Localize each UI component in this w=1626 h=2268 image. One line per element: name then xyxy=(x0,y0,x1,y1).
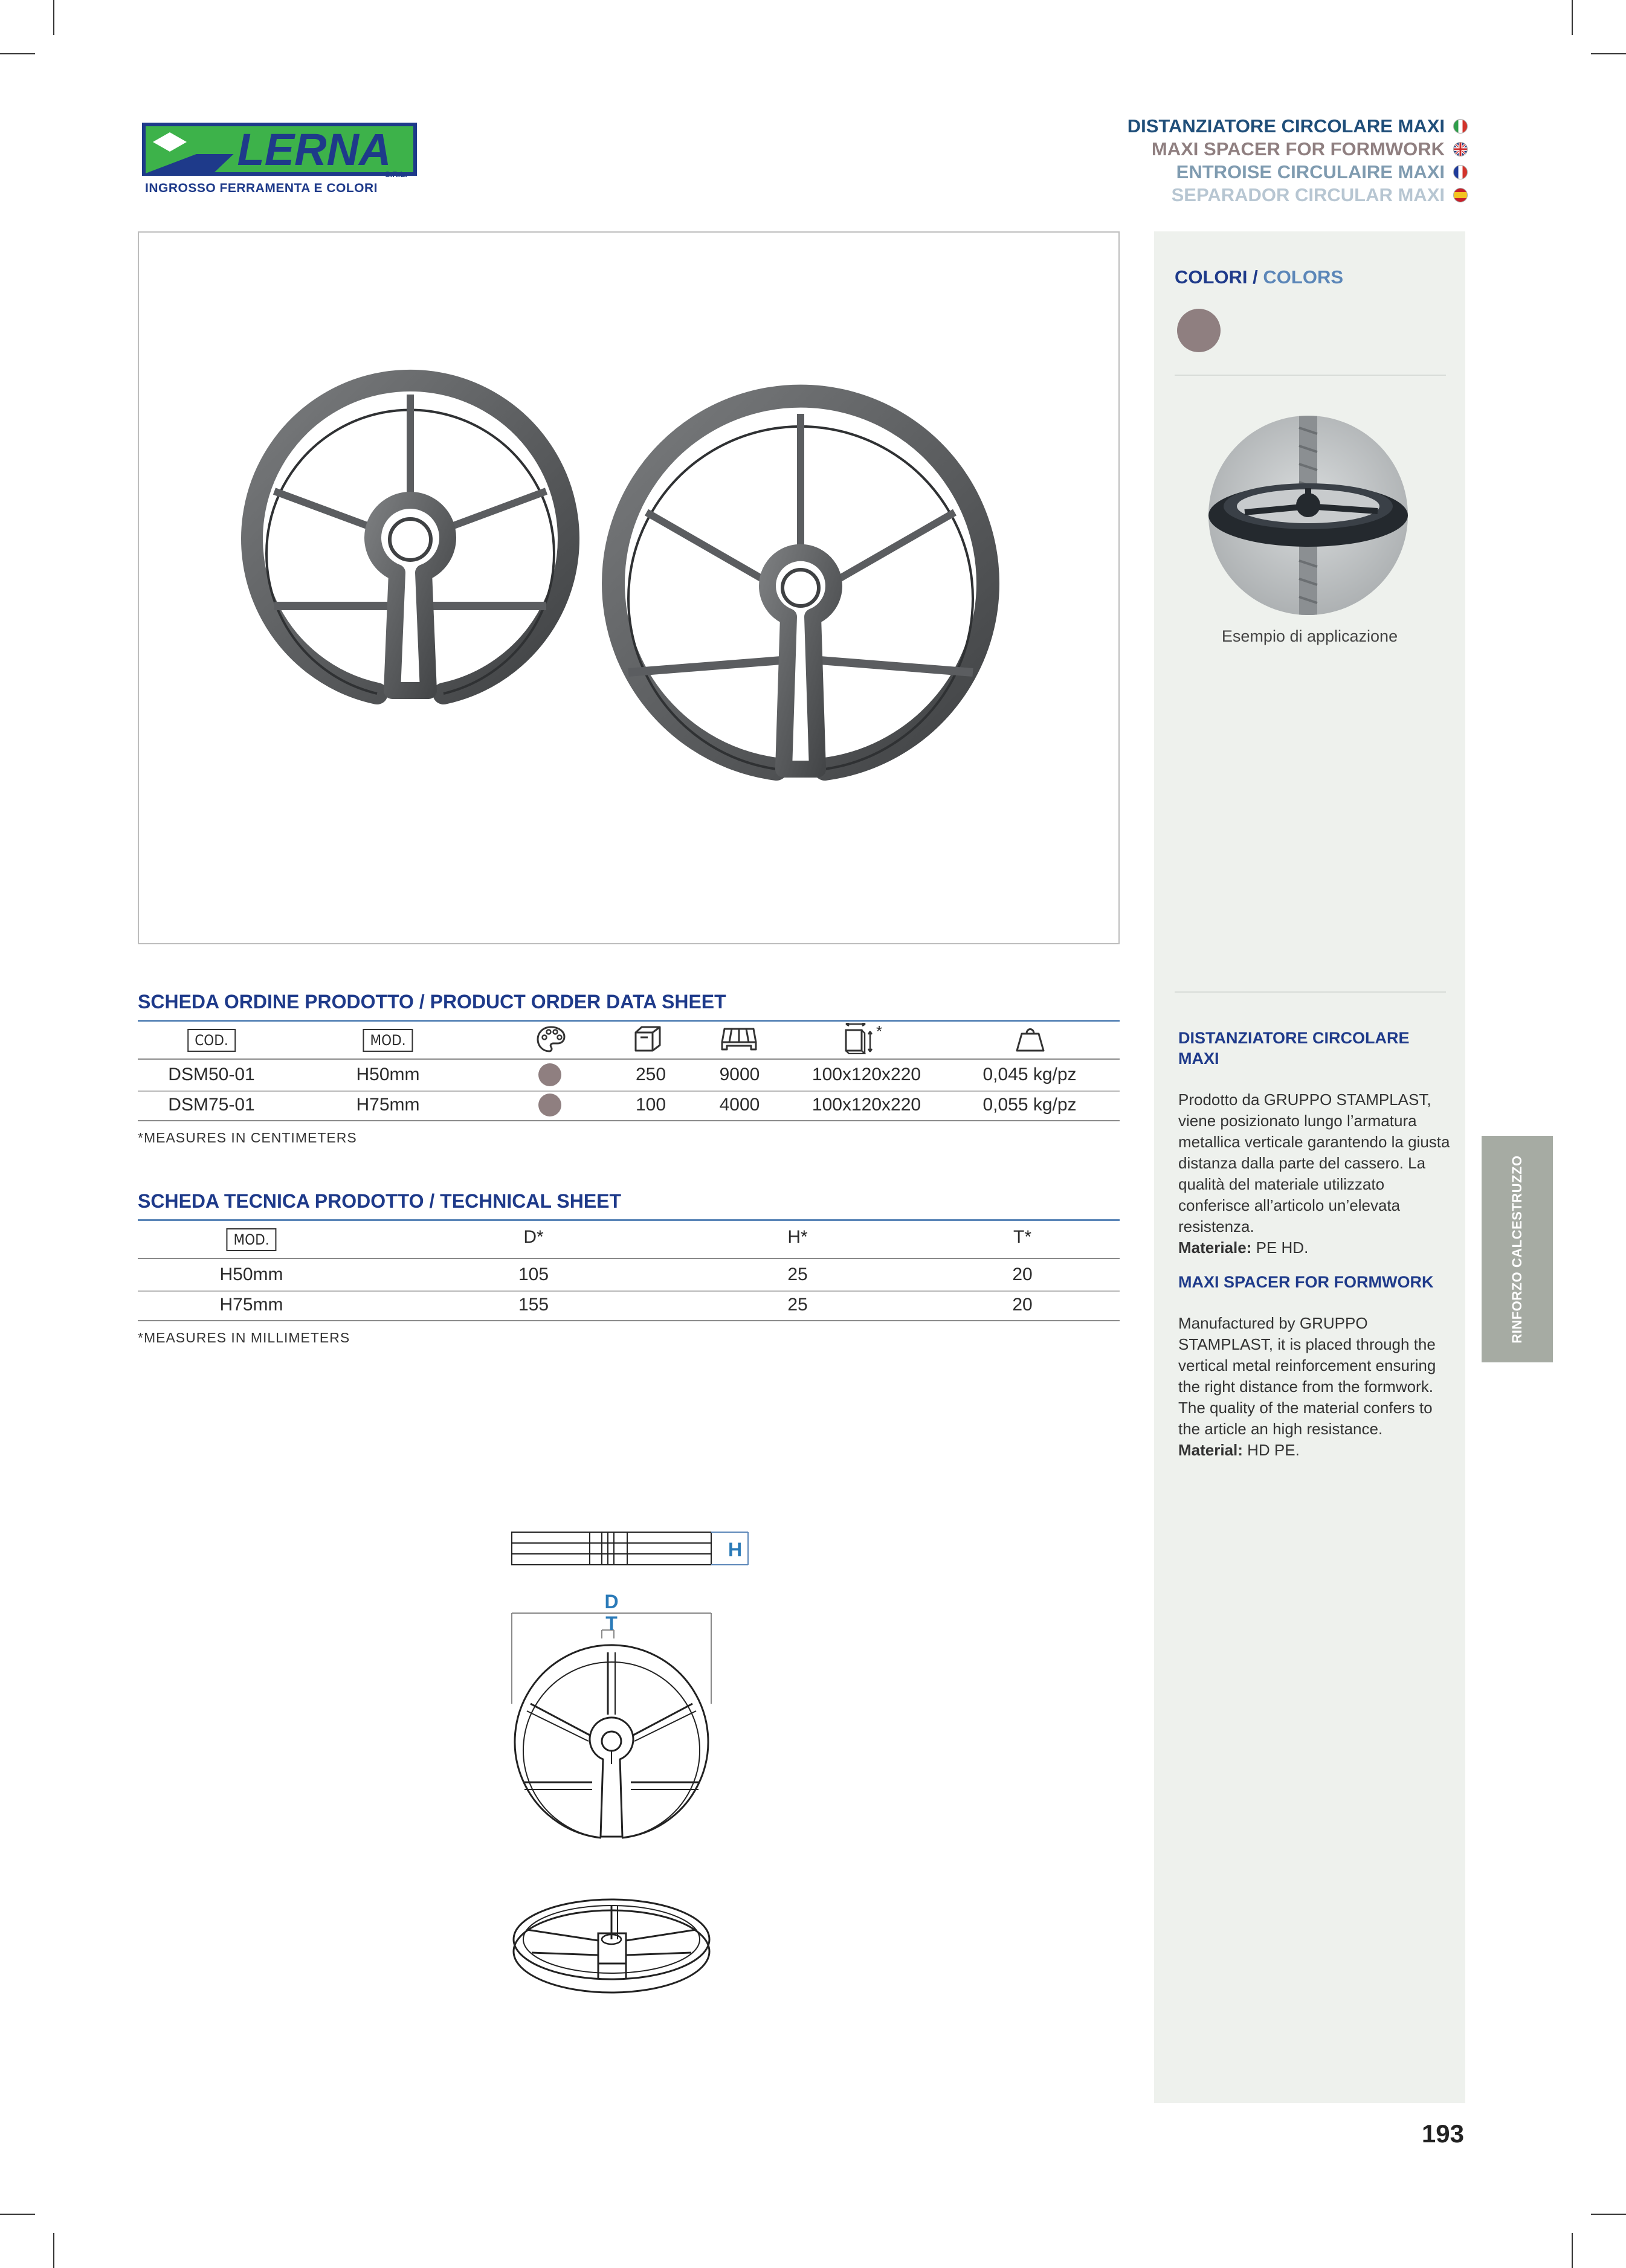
divider xyxy=(1175,991,1446,993)
description-it-body: Prodotto da GRUPPO STAMPLAST, viene posizionato lungo l’armatura metallica verticale garantendo la giusta distanza dalla parte del cassero. La qualità del materiale utilizzato conferisce all’articolo un’elevata resistenza. Materiale: PE HD. xyxy=(1178,1091,1450,1257)
tech-row-2-h: 25 xyxy=(787,1295,808,1315)
drawing-label-h: H xyxy=(728,1539,743,1561)
application-photo xyxy=(1208,416,1408,615)
section-side-tab: RINFORZO CALCESTRUZZO xyxy=(1482,1136,1553,1362)
order-row-1-weight: 0,045 kg/pz xyxy=(982,1065,1077,1084)
order-row-2-dims: 100x120x220 xyxy=(811,1095,921,1115)
order-row-1-cod: DSM50-01 xyxy=(168,1065,255,1084)
crop-mark xyxy=(0,53,35,54)
tech-row-2-d: 155 xyxy=(518,1295,549,1315)
description-en-body: Manufactured by GRUPPO STAMPLAST, it is placed through the vertical metal reinforcement ensuring the right distance from the formwork. The quality of the material confers to the article an high resistance. Material: HD PE. xyxy=(1178,1314,1436,1459)
dimensions-star: * xyxy=(876,1022,883,1040)
order-header-divider xyxy=(138,1058,1120,1060)
tech-row-divider xyxy=(138,1290,1120,1292)
tech-bottom-rule xyxy=(138,1320,1120,1321)
flag-spain-icon xyxy=(1453,188,1468,202)
company-logo xyxy=(142,118,426,202)
order-row-divider xyxy=(138,1091,1120,1092)
crop-mark xyxy=(0,2214,35,2215)
large-spacer-image xyxy=(613,396,988,769)
tech-header-divider xyxy=(138,1258,1120,1259)
colors-heading: COLORI / COLORS xyxy=(1175,266,1344,288)
description-block xyxy=(1178,1028,1450,1461)
product-titles xyxy=(1128,115,1468,207)
order-sheet-note: *MEASURES IN CENTIMETERS xyxy=(138,1130,357,1145)
order-row-2-mod: H75mm xyxy=(356,1095,420,1115)
order-row-1-pallet: 9000 xyxy=(719,1065,760,1084)
title-fr: ENTROISE CIRCULAIRE MAXI xyxy=(1128,161,1468,184)
tech-header-mod: MOD. xyxy=(226,1228,276,1251)
tech-header-d: D* xyxy=(523,1227,544,1247)
drawing-label-t: T xyxy=(605,1612,618,1634)
tech-row-1-t: 20 xyxy=(1012,1264,1033,1284)
technical-drawing xyxy=(508,1522,761,2036)
dimensions-icon xyxy=(844,1023,874,1057)
tech-row-2-t: 20 xyxy=(1012,1295,1033,1315)
product-photo xyxy=(138,231,1120,944)
logo-wordmark: LERNA xyxy=(237,124,392,175)
palette-icon xyxy=(536,1025,566,1056)
tech-row-1-mod: H50mm xyxy=(219,1264,283,1284)
small-spacer-image xyxy=(252,381,569,694)
color-swatch xyxy=(1177,309,1221,352)
application-caption: Esempio di applicazione xyxy=(1221,627,1398,645)
crop-mark xyxy=(1591,2214,1626,2215)
crop-mark xyxy=(1591,53,1626,54)
description-en-title: MAXI SPACER FOR FORMWORK xyxy=(1178,1273,1434,1291)
title-en: MAXI SPACER FOR FORMWORK xyxy=(1128,138,1468,161)
order-row-2-cod: DSM75-01 xyxy=(168,1095,255,1115)
page-number: 193 xyxy=(1421,2119,1464,2148)
order-row-1-box: 250 xyxy=(635,1065,666,1084)
title-it: DISTANZIATORE CIRCOLARE MAXI xyxy=(1128,115,1468,138)
drawing-label-d: D xyxy=(604,1591,619,1612)
order-sheet-rule xyxy=(138,1020,1120,1022)
logo-suffix: S.R.L. xyxy=(385,170,407,179)
flag-france-icon xyxy=(1453,165,1468,179)
tech-row-1-d: 105 xyxy=(518,1264,549,1284)
box-icon xyxy=(633,1025,668,1056)
tech-row-2-mod: H75mm xyxy=(219,1295,283,1315)
tech-sheet-rule xyxy=(138,1219,1120,1221)
flag-uk-icon xyxy=(1453,142,1468,156)
application-photo-graphic xyxy=(1208,416,1408,615)
order-bottom-rule xyxy=(138,1120,1120,1121)
logo-tagline: INGROSSO FERRAMENTA E COLORI xyxy=(145,181,378,195)
order-row-2-color xyxy=(538,1094,561,1116)
crop-mark xyxy=(53,0,54,35)
flag-italy-icon xyxy=(1453,119,1468,134)
header-mod: MOD. xyxy=(363,1029,413,1052)
tech-header-h: H* xyxy=(787,1227,808,1247)
crop-mark xyxy=(1572,0,1573,35)
spacer-photo-graphic xyxy=(139,233,1118,943)
tech-sheet-title: SCHEDA TECNICA PRODOTTO / TECHNICAL SHEET xyxy=(138,1190,622,1212)
crop-mark xyxy=(53,2233,54,2268)
description-it-title: DISTANZIATORE CIRCOLARE MAXI xyxy=(1178,1029,1410,1068)
order-row-1-color xyxy=(538,1063,561,1086)
order-row-2-box: 100 xyxy=(635,1095,666,1115)
pallet-icon xyxy=(721,1025,757,1056)
order-row-1-mod: H50mm xyxy=(356,1065,420,1084)
divider xyxy=(1175,375,1446,376)
tech-row-1-h: 25 xyxy=(787,1264,808,1284)
crop-mark xyxy=(1572,2233,1573,2268)
sidebar-panel xyxy=(1154,231,1465,2103)
tech-sheet-note: *MEASURES IN MILLIMETERS xyxy=(138,1330,350,1345)
weight-icon xyxy=(1016,1025,1045,1055)
header-cod: COD. xyxy=(187,1029,236,1052)
order-row-2-pallet: 4000 xyxy=(719,1095,760,1115)
technical-drawing-graphic xyxy=(508,1522,761,2036)
order-row-2-weight: 0,055 kg/pz xyxy=(982,1095,1077,1115)
order-row-1-dims: 100x120x220 xyxy=(811,1065,921,1084)
logo-graphic xyxy=(142,118,426,181)
tech-header-t: T* xyxy=(1013,1227,1031,1247)
title-es: SEPARADOR CIRCULAR MAXI xyxy=(1128,184,1468,207)
order-sheet-title: SCHEDA ORDINE PRODOTTO / PRODUCT ORDER DATA SHEET xyxy=(138,991,726,1013)
